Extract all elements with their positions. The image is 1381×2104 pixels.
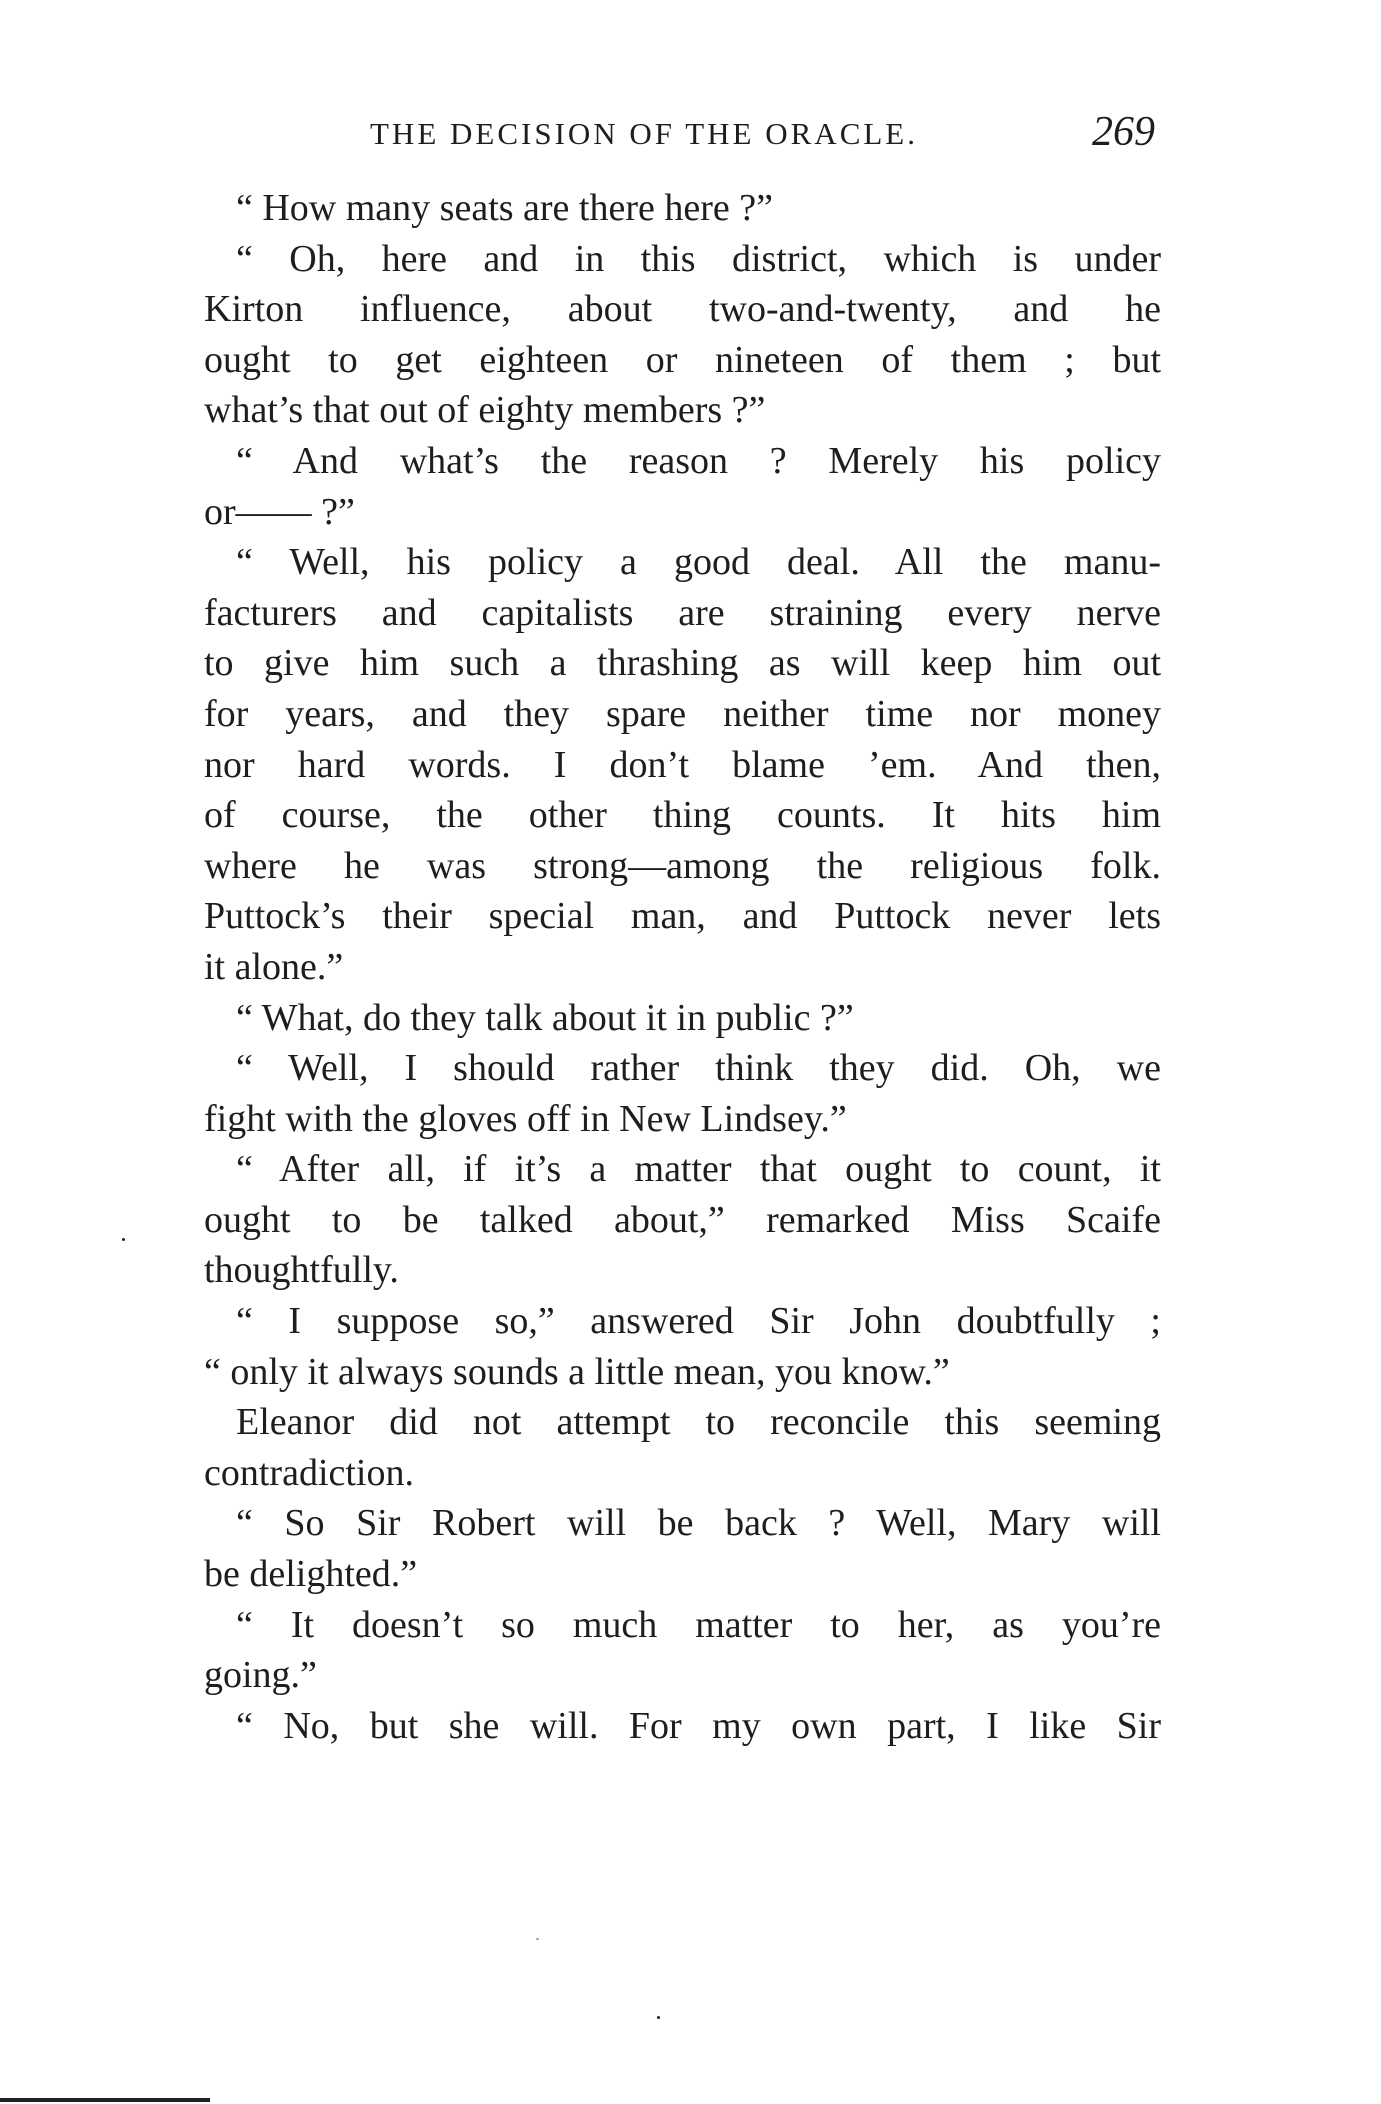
text-line: “ Well, I should rather think they did. Oh, we	[236, 1047, 1161, 1090]
text-line: “ After all, if it’s a matter that ought to count, it	[236, 1148, 1161, 1191]
text-line: where he was strong—among the religious folk.	[204, 844, 1161, 887]
text-line: “ No, but she will. For my own part, I like Sir	[236, 1704, 1161, 1747]
text-line: “ What, do they talk about it in public ?”	[236, 996, 854, 1039]
text-line: “ How many seats are there here ?”	[236, 187, 773, 229]
text-line: Puttock’s their special man, and Puttock never lets	[204, 895, 1161, 938]
text-line: fight with the gloves off in New Lindsey.”	[204, 1097, 847, 1140]
text-line: “ So Sir Robert will be back ? Well, Mary will	[236, 1502, 1161, 1545]
ink-speck	[657, 2016, 660, 2019]
text-line: “ I suppose so,” answered Sir John doubtfully ;	[236, 1300, 1161, 1343]
text-line: Kirton influence, about two-and-twenty, and he	[204, 288, 1161, 331]
ink-speck	[536, 1938, 539, 1940]
text-line: “ Oh, here and in this district, which is under	[236, 237, 1161, 280]
text-line: “ only it always sounds a little mean, you know.”	[204, 1350, 950, 1393]
text-line: it alone.”	[204, 945, 344, 988]
text-line: Eleanor did not attempt to reconcile this seeming	[236, 1401, 1161, 1444]
text-line: ought to get eighteen or nineteen of them ; but	[204, 338, 1161, 381]
ink-speck	[122, 1238, 125, 1241]
text-line: “ It doesn’t so much matter to her, as you’re	[236, 1603, 1161, 1646]
body-text	[204, 183, 1161, 1751]
text-line: be delighted.”	[204, 1553, 418, 1596]
text-line: “ And what’s the reason ? Merely his policy	[236, 439, 1161, 482]
text-line: “ Well, his policy a good deal. All the manu-	[236, 541, 1161, 584]
text-line: ought to be talked about,” remarked Miss Scaife	[204, 1198, 1161, 1241]
text-line: facturers and capitalists are straining every nerve	[204, 591, 1161, 634]
text-line: what’s that out of eighty members ?”	[204, 389, 766, 432]
text-line: nor hard words. I don’t blame ’em. And then,	[204, 743, 1161, 786]
text-line: or—— ?”	[204, 490, 355, 533]
text-line: going.”	[204, 1654, 317, 1697]
text-line: of course, the other thing counts. It hits him	[204, 794, 1161, 837]
running-head	[370, 108, 1170, 158]
text-line: for years, and they spare neither time nor money	[204, 692, 1161, 735]
page-edge-mark	[0, 2098, 210, 2102]
text-line: thoughtfully.	[204, 1249, 399, 1292]
text-line: to give him such a thrashing as will keep him out	[204, 642, 1161, 685]
text-line: contradiction.	[204, 1451, 414, 1494]
running-title: THE DECISION OF THE ORACLE.	[370, 116, 918, 151]
page-number: 269	[1092, 109, 1155, 155]
